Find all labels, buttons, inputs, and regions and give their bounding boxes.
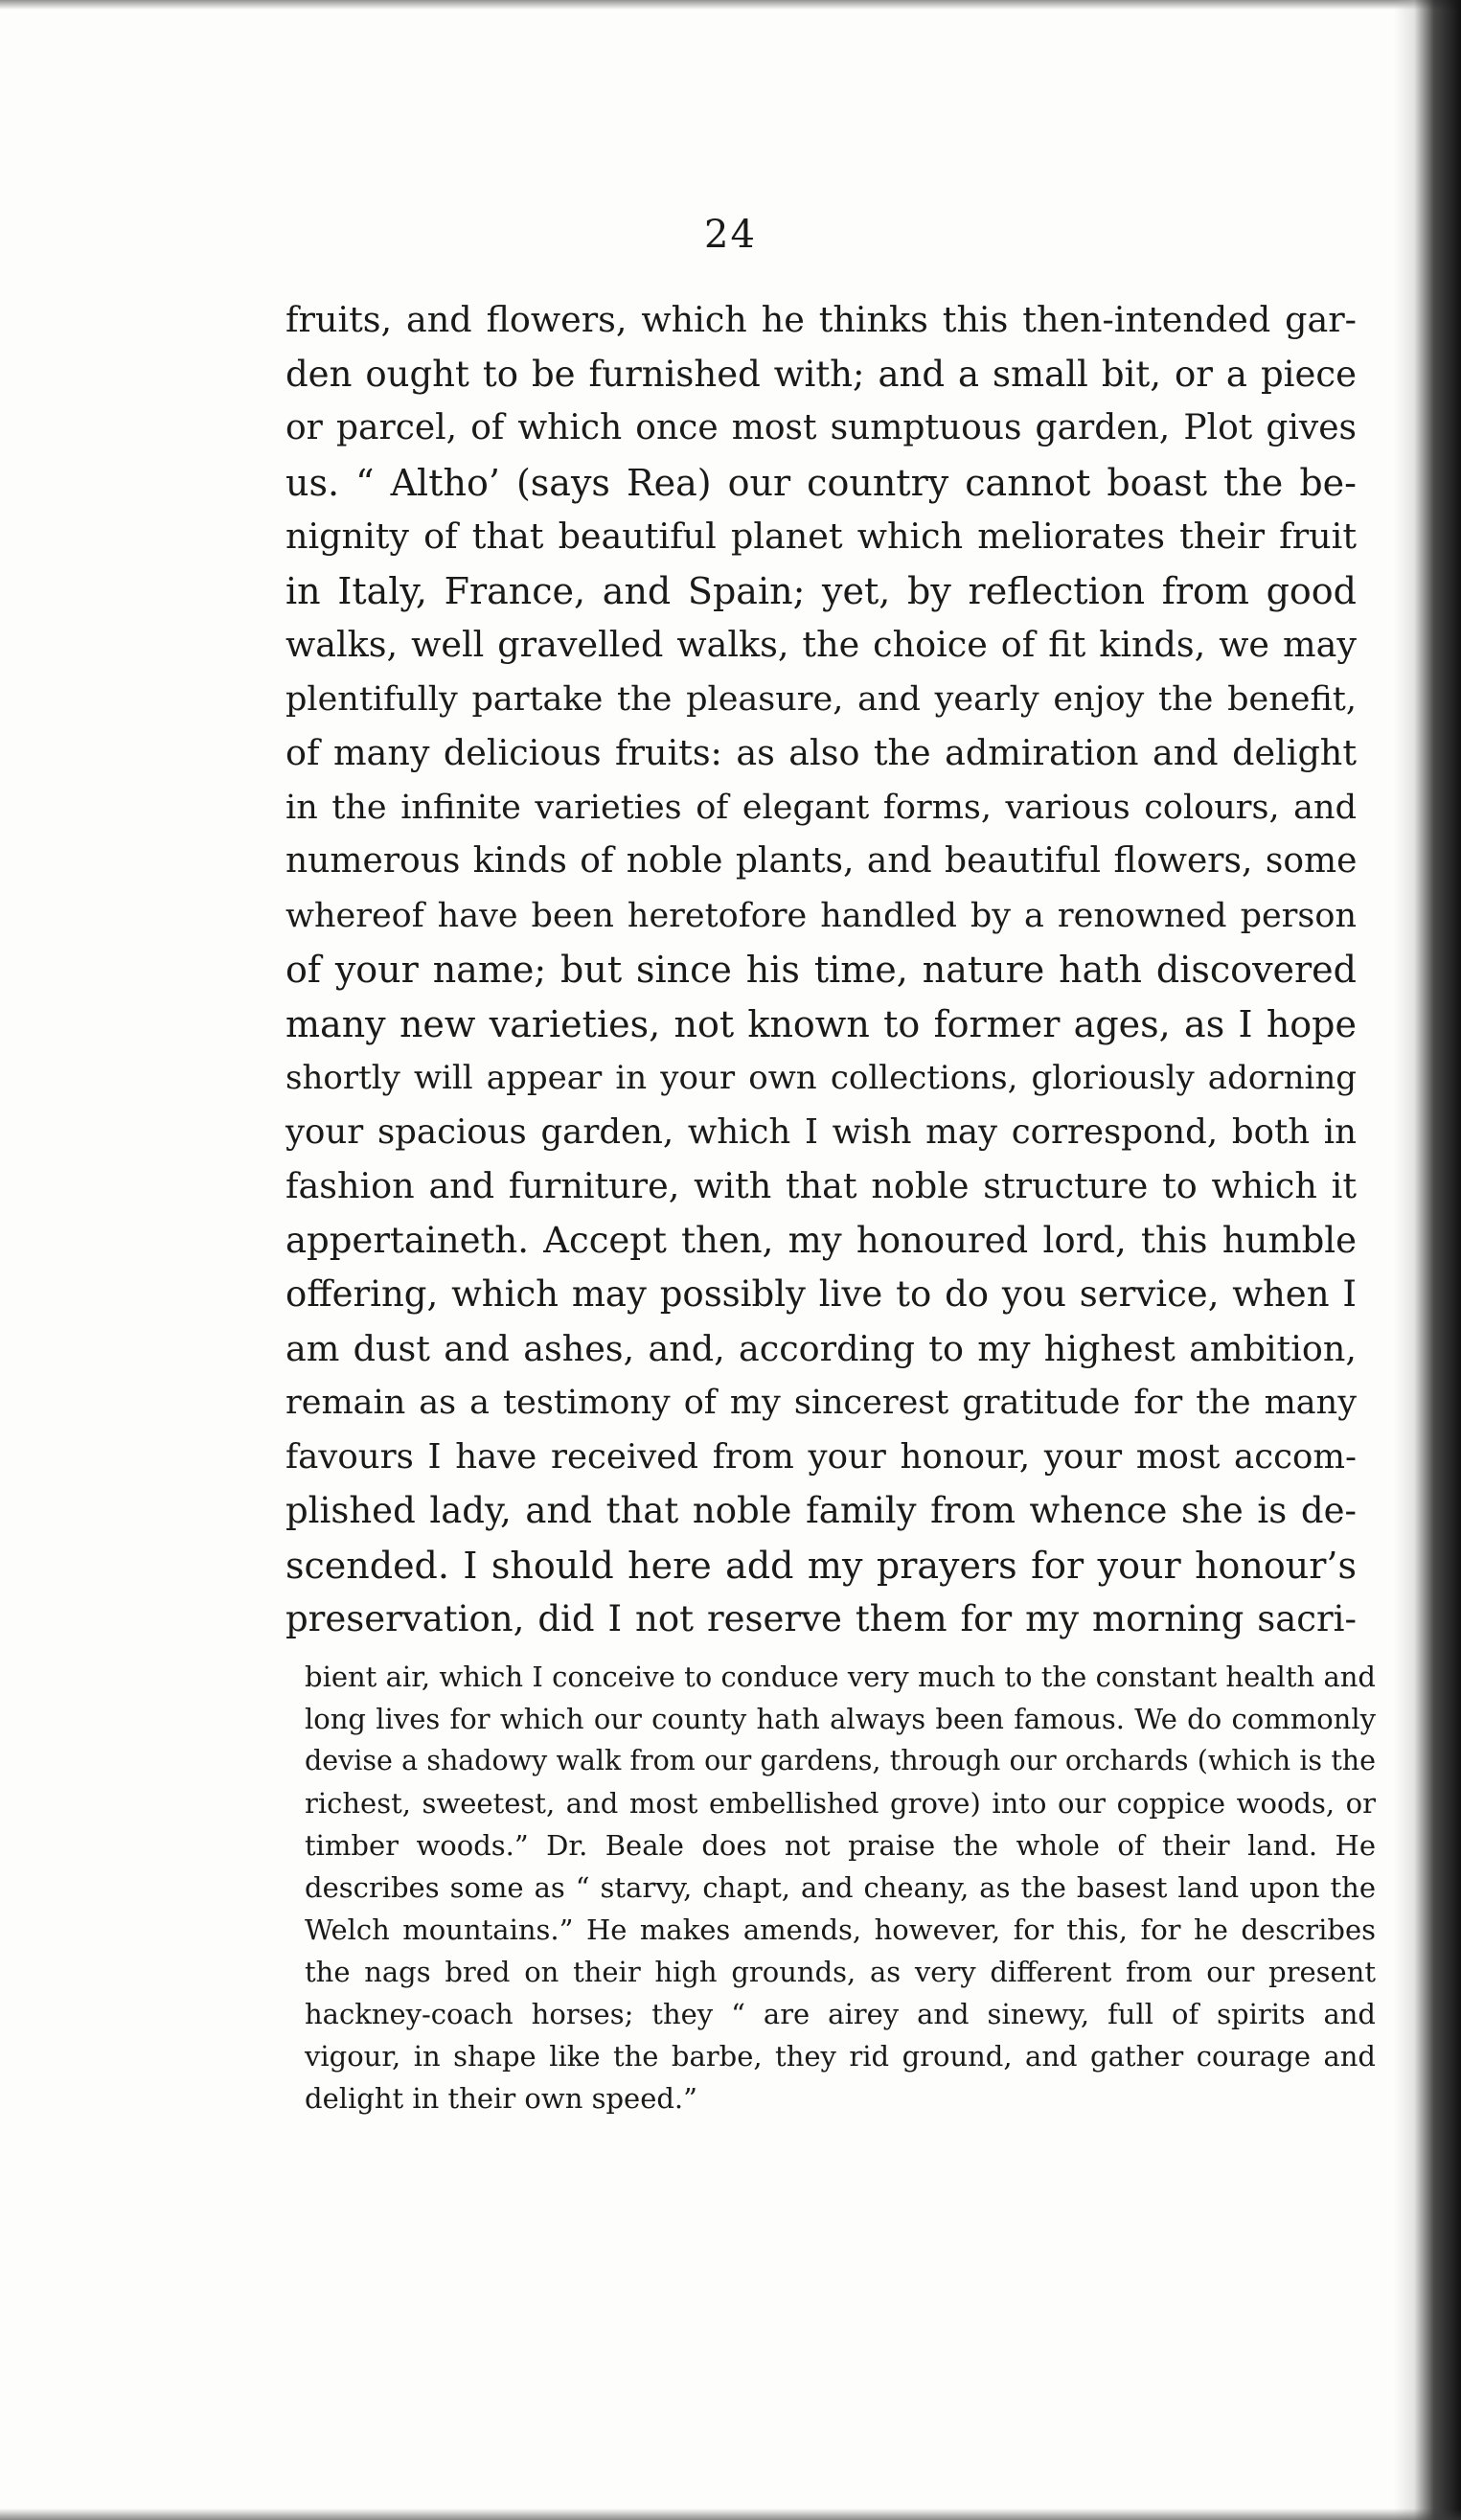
main-text-line: whereof have been heretofore handled by a renowned person — [285, 896, 1357, 935]
main-text-line: scended. I should here add my prayers for your honour’s — [285, 1544, 1357, 1587]
page-top-edge — [0, 0, 1461, 10]
main-text-line: nignity of that beautiful planet which meliorates their fruit — [285, 515, 1357, 557]
footnote-line: long lives for which our county hath always been famous. We do commonly — [305, 1703, 1376, 1735]
footnote-line: describes some as “ starvy, chapt, and cheany, as the basest land upon the — [305, 1871, 1376, 1904]
footnote-line: the nags bred on their high grounds, as very different from our present — [305, 1956, 1376, 1988]
main-text-line: us. “ Altho’ (says Rea) our country cannot boast the be- — [285, 461, 1357, 504]
footnote-line: Welch mountains.” He makes amends, however, for this, for he describes — [305, 1913, 1376, 1946]
main-text-line: am dust and ashes, and, according to my highest ambition, — [285, 1327, 1357, 1369]
footnote-line: delight in their own speed.” — [305, 2082, 697, 2115]
main-text-line: offering, which may possibly live to do you service, when I — [285, 1273, 1357, 1315]
main-text-line: fashion and furniture, with that noble structure to which it — [285, 1165, 1357, 1206]
main-text-line: numerous kinds of noble plants, and beautiful flowers, some — [285, 841, 1358, 881]
main-text-line: den ought to be furnished with; and a small bit, or a piece — [285, 353, 1357, 395]
page-number: 24 — [704, 213, 757, 257]
page-bottom-edge — [0, 2509, 1461, 2520]
page-edge-shadow — [1394, 0, 1461, 2520]
main-text-line: preservation, did I not reserve them for my morning sacri- — [285, 1598, 1357, 1639]
footnote-line: vigour, in shape like the barbe, they rid ground, and gather courage and — [305, 2040, 1376, 2073]
main-text-line: walks, well gravelled walks, the choice of fit kinds, we may — [285, 624, 1357, 665]
main-text-line: favours I have received from your honour, your most accom- — [285, 1436, 1357, 1477]
main-text-block — [285, 293, 1357, 1647]
main-text-line: of your name; but since his time, nature hath discovered — [285, 949, 1357, 991]
footnote-line: richest, sweetest, and most embellished grove) into our coppice woods, or — [305, 1787, 1376, 1820]
main-text-line: of many delicious fruits: as also the admiration and delight — [285, 732, 1357, 773]
main-text-line: remain as a testimony of my sincerest gratitude for the many — [285, 1384, 1357, 1422]
main-text-line: in Italy, France, and Spain; yet, by reflection from good — [285, 569, 1357, 612]
footnote-line: devise a shadowy walk from our gardens, through our orchards (which is the — [305, 1745, 1376, 1776]
main-text-line: many new varieties, not known to former ages, as I hope — [285, 1002, 1357, 1045]
main-text-line: plentifully partake the pleasure, and yearly enjoy the benefit, — [285, 679, 1357, 719]
main-text-line: shortly will appear in your own collections, gloriously adorning — [285, 1059, 1357, 1097]
main-text-line: in the infinite varieties of elegant forms, various colours, and — [285, 788, 1357, 827]
main-text-line: plished lady, and that noble family from whence she is de- — [285, 1490, 1357, 1531]
footnote-line: bient air, which I conceive to conduce very much to the constant health and — [305, 1661, 1376, 1693]
main-text-line: or parcel, of which once most sumptuous garden, Plot gives — [285, 408, 1357, 447]
main-text-line: fruits, and flowers, which he thinks this then-intended gar- — [285, 299, 1357, 340]
main-text-line: appertaineth. Accept then, my honoured lord, this humble — [285, 1219, 1357, 1261]
footnote-block — [305, 1656, 1376, 2119]
footnote-line: timber woods.” Dr. Beale does not praise the whole of their land. He — [305, 1829, 1376, 1862]
footnote-line: hackney-coach horses; they “ are airey and sinewy, full of spirits and — [305, 1998, 1376, 2030]
main-text-line: your spacious garden, which I wish may correspond, both in — [285, 1111, 1357, 1152]
